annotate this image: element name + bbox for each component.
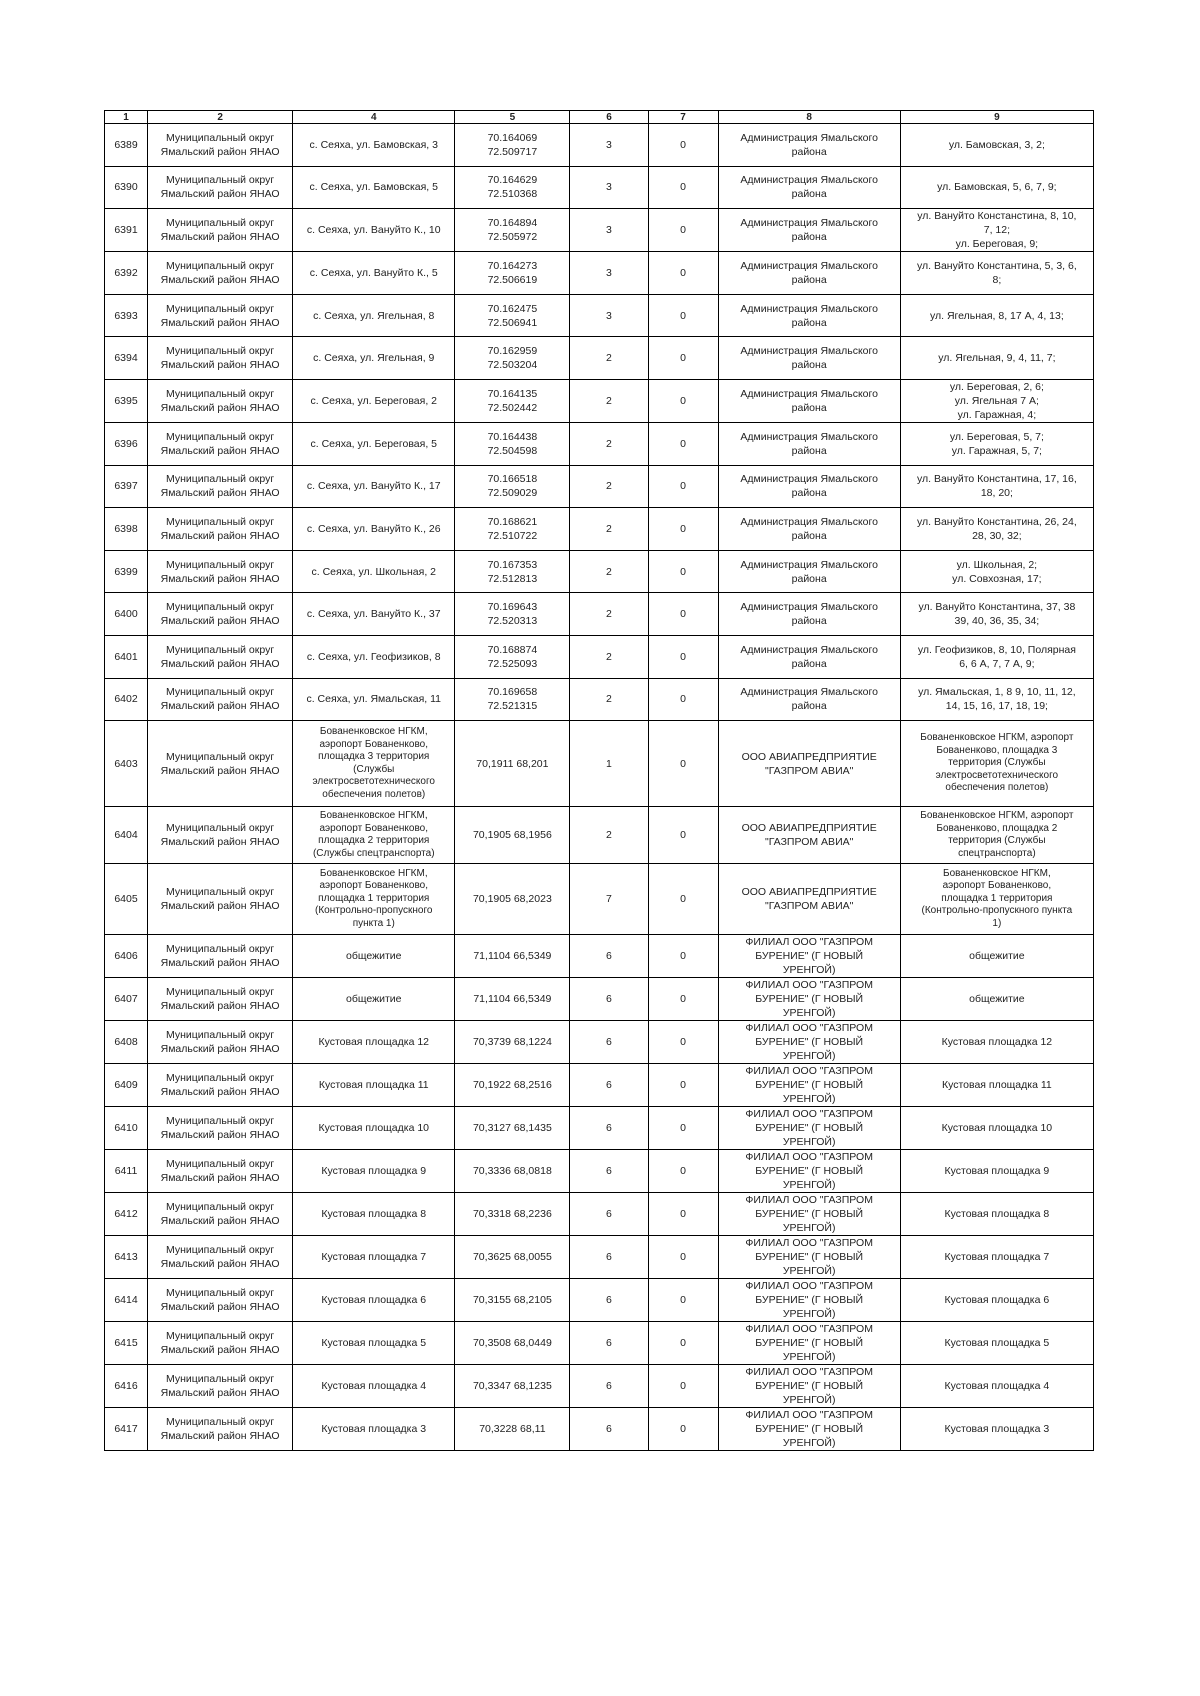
count-cell: 2: [570, 337, 648, 380]
served-objects-cell: Кустовая площадка 5: [900, 1322, 1093, 1365]
count-cell: 6: [570, 978, 648, 1021]
table-row: [105, 635, 1094, 678]
table-row: [105, 935, 1094, 978]
coordinates-cell: 70.168621 72.510722: [455, 508, 570, 551]
coordinates-cell: 70.164894 72.505972: [455, 209, 570, 252]
address-cell: с. Сеяха, ул. Бамовская, 5: [293, 166, 455, 209]
column-header: 5: [455, 111, 570, 124]
district-cell: Муниципальный округ Ямальский район ЯНАО: [148, 465, 293, 508]
count-cell: 2: [570, 422, 648, 465]
value-cell: 0: [648, 124, 718, 167]
column-header: 6: [570, 111, 648, 124]
table-body: [105, 124, 1094, 1451]
column-header: 4: [293, 111, 455, 124]
table-row: [105, 1408, 1094, 1451]
value-cell: 0: [648, 1365, 718, 1408]
coordinates-cell: 70.164629 72.510368: [455, 166, 570, 209]
count-cell: 2: [570, 508, 648, 551]
coordinates-cell: 70.162475 72.506941: [455, 294, 570, 337]
owner-cell: Администрация Ямальского района: [718, 635, 900, 678]
table-row: [105, 593, 1094, 636]
row-number-cell: 6394: [105, 337, 148, 380]
district-cell: Муниципальный округ Ямальский район ЯНАО: [148, 1236, 293, 1279]
owner-cell: Администрация Ямальского района: [718, 422, 900, 465]
column-header: 2: [148, 111, 293, 124]
served-objects-cell: Кустовая площадка 10: [900, 1107, 1093, 1150]
served-objects-cell: ул. Геофизиков, 8, 10, Полярная 6, 6 А, 7, 7 А, 9;: [900, 635, 1093, 678]
value-cell: 0: [648, 593, 718, 636]
served-objects-cell: Кустовая площадка 12: [900, 1021, 1093, 1064]
count-cell: 7: [570, 864, 648, 935]
value-cell: 0: [648, 1150, 718, 1193]
owner-cell: Администрация Ямальского района: [718, 337, 900, 380]
district-cell: Муниципальный округ Ямальский район ЯНАО: [148, 1021, 293, 1064]
coordinates-cell: 70.168874 72.525093: [455, 635, 570, 678]
owner-cell: Администрация Ямальского района: [718, 465, 900, 508]
owner-cell: ФИЛИАЛ ООО "ГАЗПРОМ БУРЕНИЕ" (Г НОВЫЙ УРЕНГОЙ): [718, 935, 900, 978]
served-objects-cell: ул. Вануйто Константина, 37, 38 39, 40, 36, 35, 34;: [900, 593, 1093, 636]
district-cell: Муниципальный округ Ямальский район ЯНАО: [148, 294, 293, 337]
owner-cell: ФИЛИАЛ ООО "ГАЗПРОМ БУРЕНИЕ" (Г НОВЫЙ УРЕНГОЙ): [718, 1107, 900, 1150]
coordinates-cell: 70,1922 68,2516: [455, 1064, 570, 1107]
address-cell: с. Сеяха, ул. Береговая, 5: [293, 422, 455, 465]
coordinates-cell: 70,3347 68,1235: [455, 1365, 570, 1408]
row-number-cell: 6410: [105, 1107, 148, 1150]
district-cell: Муниципальный округ Ямальский район ЯНАО: [148, 1150, 293, 1193]
count-cell: 2: [570, 678, 648, 721]
value-cell: 0: [648, 807, 718, 864]
count-cell: 2: [570, 593, 648, 636]
served-objects-cell: Кустовая площадка 3: [900, 1408, 1093, 1451]
count-cell: 6: [570, 1279, 648, 1322]
table-row: [105, 294, 1094, 337]
coordinates-cell: 70.167353 72.512813: [455, 550, 570, 593]
served-objects-cell: Кустовая площадка 7: [900, 1236, 1093, 1279]
table-row: [105, 252, 1094, 295]
district-cell: Муниципальный округ Ямальский район ЯНАО: [148, 550, 293, 593]
owner-cell: ООО АВИАПРЕДПРИЯТИЕ "ГАЗПРОМ АВИА": [718, 864, 900, 935]
address-cell: с. Сеяха, ул. Вануйто К., 26: [293, 508, 455, 551]
coordinates-cell: 70.164135 72.502442: [455, 379, 570, 422]
row-number-cell: 6397: [105, 465, 148, 508]
served-objects-cell: ул. Ямальская, 1, 8 9, 10, 11, 12, 14, 15, 16, 17, 18, 19;: [900, 678, 1093, 721]
address-cell: с. Сеяха, ул. Геофизиков, 8: [293, 635, 455, 678]
value-cell: 0: [648, 294, 718, 337]
row-number-cell: 6390: [105, 166, 148, 209]
owner-cell: ФИЛИАЛ ООО "ГАЗПРОМ БУРЕНИЕ" (Г НОВЫЙ УРЕНГОЙ): [718, 1064, 900, 1107]
row-number-cell: 6395: [105, 379, 148, 422]
table-row: [105, 422, 1094, 465]
owner-cell: ФИЛИАЛ ООО "ГАЗПРОМ БУРЕНИЕ" (Г НОВЫЙ УРЕНГОЙ): [718, 1236, 900, 1279]
table-row: [105, 1365, 1094, 1408]
district-cell: Муниципальный округ Ямальский район ЯНАО: [148, 1322, 293, 1365]
coordinates-cell: 70.164438 72.504598: [455, 422, 570, 465]
table-row: [105, 465, 1094, 508]
row-number-cell: 6391: [105, 209, 148, 252]
count-cell: 6: [570, 1150, 648, 1193]
served-objects-cell: ул. Береговая, 5, 7; ул. Гаражная, 5, 7;: [900, 422, 1093, 465]
table-row: [105, 209, 1094, 252]
coordinates-cell: 70,3228 68,11: [455, 1408, 570, 1451]
count-cell: 6: [570, 1107, 648, 1150]
table-row: [105, 1107, 1094, 1150]
address-cell: Кустовая площадка 11: [293, 1064, 455, 1107]
district-cell: Муниципальный округ Ямальский район ЯНАО: [148, 422, 293, 465]
owner-cell: ФИЛИАЛ ООО "ГАЗПРОМ БУРЕНИЕ" (Г НОВЫЙ УРЕНГОЙ): [718, 1279, 900, 1322]
table-row: [105, 508, 1094, 551]
district-cell: Муниципальный округ Ямальский район ЯНАО: [148, 508, 293, 551]
row-number-cell: 6415: [105, 1322, 148, 1365]
district-cell: Муниципальный округ Ямальский район ЯНАО: [148, 1107, 293, 1150]
row-number-cell: 6416: [105, 1365, 148, 1408]
owner-cell: ФИЛИАЛ ООО "ГАЗПРОМ БУРЕНИЕ" (Г НОВЫЙ УРЕНГОЙ): [718, 1193, 900, 1236]
row-number-cell: 6414: [105, 1279, 148, 1322]
coordinates-cell: 71,1104 66,5349: [455, 935, 570, 978]
address-cell: Бованенковское НГКМ, аэропорт Бованенково, площадка 3 территория (Службы электросветотехнического обеспечения полетов): [293, 721, 455, 807]
count-cell: 6: [570, 1322, 648, 1365]
count-cell: 6: [570, 935, 648, 978]
row-number-cell: 6393: [105, 294, 148, 337]
coordinates-cell: 70,1905 68,2023: [455, 864, 570, 935]
address-cell: с. Сеяха, ул. Вануйто К., 10: [293, 209, 455, 252]
value-cell: 0: [648, 935, 718, 978]
coordinates-cell: 70.164069 72.509717: [455, 124, 570, 167]
count-cell: 3: [570, 209, 648, 252]
value-cell: 0: [648, 166, 718, 209]
served-objects-cell: общежитие: [900, 935, 1093, 978]
value-cell: 0: [648, 1236, 718, 1279]
address-cell: с. Сеяха, ул. Ягельная, 8: [293, 294, 455, 337]
table-row: [105, 1150, 1094, 1193]
value-cell: 0: [648, 422, 718, 465]
address-cell: с. Сеяха, ул. Вануйто К., 17: [293, 465, 455, 508]
address-cell: Бованенковское НГКМ, аэропорт Бованенково, площадка 2 территория (Службы спецтранспорта): [293, 807, 455, 864]
count-cell: 2: [570, 550, 648, 593]
row-number-cell: 6411: [105, 1150, 148, 1193]
served-objects-cell: ул. Вануйто Константина, 17, 16, 18, 20;: [900, 465, 1093, 508]
district-cell: Муниципальный округ Ямальский район ЯНАО: [148, 807, 293, 864]
owner-cell: ООО АВИАПРЕДПРИЯТИЕ "ГАЗПРОМ АВИА": [718, 721, 900, 807]
served-objects-cell: ул. Вануйто Константина, 5, 3, 6, 8;: [900, 252, 1093, 295]
address-cell: с. Сеяха, ул. Бамовская, 3: [293, 124, 455, 167]
value-cell: 0: [648, 1064, 718, 1107]
coordinates-cell: 70,1905 68,1956: [455, 807, 570, 864]
count-cell: 3: [570, 252, 648, 295]
address-cell: Кустовая площадка 3: [293, 1408, 455, 1451]
address-cell: общежитие: [293, 935, 455, 978]
row-number-cell: 6406: [105, 935, 148, 978]
count-cell: 1: [570, 721, 648, 807]
coordinates-cell: 70,1911 68,201: [455, 721, 570, 807]
row-number-cell: 6409: [105, 1064, 148, 1107]
count-cell: 2: [570, 807, 648, 864]
table-row: [105, 807, 1094, 864]
value-cell: 0: [648, 1279, 718, 1322]
table-row: [105, 1064, 1094, 1107]
coordinates-cell: 70.166518 72.509029: [455, 465, 570, 508]
address-cell: Кустовая площадка 5: [293, 1322, 455, 1365]
address-cell: Кустовая площадка 4: [293, 1365, 455, 1408]
district-cell: Муниципальный округ Ямальский район ЯНАО: [148, 209, 293, 252]
district-cell: Муниципальный округ Ямальский район ЯНАО: [148, 593, 293, 636]
row-number-cell: 6408: [105, 1021, 148, 1064]
owner-cell: Администрация Ямальского района: [718, 550, 900, 593]
address-cell: Кустовая площадка 6: [293, 1279, 455, 1322]
table-row: [105, 978, 1094, 1021]
column-header: 1: [105, 111, 148, 124]
row-number-cell: 6417: [105, 1408, 148, 1451]
value-cell: 0: [648, 635, 718, 678]
owner-cell: ФИЛИАЛ ООО "ГАЗПРОМ БУРЕНИЕ" (Г НОВЫЙ УРЕНГОЙ): [718, 1322, 900, 1365]
row-number-cell: 6389: [105, 124, 148, 167]
value-cell: 0: [648, 1193, 718, 1236]
served-objects-cell: Бованенковское НГКМ, аэропорт Бованенково, площадка 3 территория (Службы электросветотехнического обеспечения полетов): [900, 721, 1093, 807]
value-cell: 0: [648, 379, 718, 422]
coordinates-cell: 70,3739 68,1224: [455, 1021, 570, 1064]
table-row: [105, 1279, 1094, 1322]
table-row: [105, 1322, 1094, 1365]
address-cell: Кустовая площадка 9: [293, 1150, 455, 1193]
value-cell: 0: [648, 864, 718, 935]
address-cell: Кустовая площадка 12: [293, 1021, 455, 1064]
served-objects-cell: ул. Ягельная, 8, 17 А, 4, 13;: [900, 294, 1093, 337]
coordinates-cell: 70,3508 68,0449: [455, 1322, 570, 1365]
coordinates-cell: 70,3155 68,2105: [455, 1279, 570, 1322]
district-cell: Муниципальный округ Ямальский район ЯНАО: [148, 935, 293, 978]
address-cell: с. Сеяха, ул. Ягельная, 9: [293, 337, 455, 380]
coordinates-cell: 70.164273 72.506619: [455, 252, 570, 295]
row-number-cell: 6392: [105, 252, 148, 295]
served-objects-cell: ул. Бамовская, 5, 6, 7, 9;: [900, 166, 1093, 209]
owner-cell: Администрация Ямальского района: [718, 678, 900, 721]
district-cell: Муниципальный округ Ямальский район ЯНАО: [148, 337, 293, 380]
district-cell: Муниципальный округ Ямальский район ЯНАО: [148, 1408, 293, 1451]
column-header: 9: [900, 111, 1093, 124]
served-objects-cell: ул. Вануйто Константина, 26, 24, 28, 30, 32;: [900, 508, 1093, 551]
district-cell: Муниципальный округ Ямальский район ЯНАО: [148, 1365, 293, 1408]
address-cell: Кустовая площадка 8: [293, 1193, 455, 1236]
owner-cell: ФИЛИАЛ ООО "ГАЗПРОМ БУРЕНИЕ" (Г НОВЫЙ УРЕНГОЙ): [718, 1150, 900, 1193]
district-cell: Муниципальный округ Ямальский район ЯНАО: [148, 1279, 293, 1322]
value-cell: 0: [648, 1408, 718, 1451]
owner-cell: Администрация Ямальского района: [718, 294, 900, 337]
count-cell: 6: [570, 1193, 648, 1236]
served-objects-cell: ул. Бамовская, 3, 2;: [900, 124, 1093, 167]
value-cell: 0: [648, 978, 718, 1021]
value-cell: 0: [648, 1107, 718, 1150]
served-objects-cell: Кустовая площадка 8: [900, 1193, 1093, 1236]
coordinates-cell: 70,3625 68,0055: [455, 1236, 570, 1279]
coordinates-cell: 70,3336 68,0818: [455, 1150, 570, 1193]
owner-cell: Администрация Ямальского района: [718, 593, 900, 636]
count-cell: 2: [570, 379, 648, 422]
owner-cell: ФИЛИАЛ ООО "ГАЗПРОМ БУРЕНИЕ" (Г НОВЫЙ УРЕНГОЙ): [718, 1365, 900, 1408]
address-cell: с. Сеяха, ул. Вануйто К., 37: [293, 593, 455, 636]
row-number-cell: 6402: [105, 678, 148, 721]
value-cell: 0: [648, 465, 718, 508]
district-cell: Муниципальный округ Ямальский район ЯНАО: [148, 678, 293, 721]
row-number-cell: 6412: [105, 1193, 148, 1236]
row-number-cell: 6403: [105, 721, 148, 807]
owner-cell: Администрация Ямальского района: [718, 209, 900, 252]
value-cell: 0: [648, 678, 718, 721]
district-cell: Муниципальный округ Ямальский район ЯНАО: [148, 1193, 293, 1236]
count-cell: 6: [570, 1408, 648, 1451]
owner-cell: Администрация Ямальского района: [718, 508, 900, 551]
owner-cell: Администрация Ямальского района: [718, 252, 900, 295]
count-cell: 2: [570, 635, 648, 678]
count-cell: 6: [570, 1236, 648, 1279]
row-number-cell: 6398: [105, 508, 148, 551]
coordinates-cell: 70,3127 68,1435: [455, 1107, 570, 1150]
row-number-cell: 6401: [105, 635, 148, 678]
table-row: [105, 678, 1094, 721]
value-cell: 0: [648, 252, 718, 295]
district-cell: Муниципальный округ Ямальский район ЯНАО: [148, 864, 293, 935]
table-row: [105, 337, 1094, 380]
served-objects-cell: ул. Береговая, 2, 6; ул. Ягельная 7 А; ул. Гаражная, 4;: [900, 379, 1093, 422]
row-number-cell: 6396: [105, 422, 148, 465]
table-row: [105, 864, 1094, 935]
row-number-cell: 6405: [105, 864, 148, 935]
owner-cell: Администрация Ямальского района: [718, 379, 900, 422]
value-cell: 0: [648, 721, 718, 807]
served-objects-cell: Бованенковское НГКМ, аэропорт Бованенково, площадка 2 территория (Службы спецтранспорта): [900, 807, 1093, 864]
served-objects-cell: ул. Школьная, 2; ул. Совхозная, 17;: [900, 550, 1093, 593]
address-cell: Кустовая площадка 7: [293, 1236, 455, 1279]
district-cell: Муниципальный округ Ямальский район ЯНАО: [148, 978, 293, 1021]
registry-table: [104, 110, 1094, 1451]
address-cell: с. Сеяха, ул. Ямальская, 11: [293, 678, 455, 721]
coordinates-cell: 70.169643 72.520313: [455, 593, 570, 636]
value-cell: 0: [648, 508, 718, 551]
row-number-cell: 6400: [105, 593, 148, 636]
coordinates-cell: 71,1104 66,5349: [455, 978, 570, 1021]
address-cell: Кустовая площадка 10: [293, 1107, 455, 1150]
row-number-cell: 6407: [105, 978, 148, 1021]
table-row: [105, 721, 1094, 807]
district-cell: Муниципальный округ Ямальский район ЯНАО: [148, 635, 293, 678]
district-cell: Муниципальный округ Ямальский район ЯНАО: [148, 166, 293, 209]
table-row: [105, 379, 1094, 422]
address-cell: с. Сеяха, ул. Школьная, 2: [293, 550, 455, 593]
count-cell: 3: [570, 294, 648, 337]
served-objects-cell: Кустовая площадка 4: [900, 1365, 1093, 1408]
coordinates-cell: 70.162959 72.503204: [455, 337, 570, 380]
table-row: [105, 1193, 1094, 1236]
table-row: [105, 124, 1094, 167]
address-cell: с. Сеяха, ул. Береговая, 2: [293, 379, 455, 422]
table-row: [105, 1236, 1094, 1279]
table-header-row: [105, 111, 1094, 124]
served-objects-cell: ул. Вануйто Констанстина, 8, 10, 7, 12; ул. Береговая, 9;: [900, 209, 1093, 252]
count-cell: 6: [570, 1365, 648, 1408]
address-cell: общежитие: [293, 978, 455, 1021]
value-cell: 0: [648, 1322, 718, 1365]
served-objects-cell: общежитие: [900, 978, 1093, 1021]
served-objects-cell: Кустовая площадка 9: [900, 1150, 1093, 1193]
table-row: [105, 550, 1094, 593]
district-cell: Муниципальный округ Ямальский район ЯНАО: [148, 124, 293, 167]
address-cell: Бованенковское НГКМ, аэропорт Бованенково, площадка 1 территория (Контрольно-пропускного пункта 1): [293, 864, 455, 935]
value-cell: 0: [648, 550, 718, 593]
row-number-cell: 6404: [105, 807, 148, 864]
district-cell: Муниципальный округ Ямальский район ЯНАО: [148, 379, 293, 422]
owner-cell: ФИЛИАЛ ООО "ГАЗПРОМ БУРЕНИЕ" (Г НОВЫЙ УРЕНГОЙ): [718, 1408, 900, 1451]
row-number-cell: 6413: [105, 1236, 148, 1279]
served-objects-cell: ул. Ягельная, 9, 4, 11, 7;: [900, 337, 1093, 380]
value-cell: 0: [648, 337, 718, 380]
count-cell: 6: [570, 1021, 648, 1064]
address-cell: с. Сеяха, ул. Вануйто К., 5: [293, 252, 455, 295]
table-row: [105, 166, 1094, 209]
served-objects-cell: Кустовая площадка 11: [900, 1064, 1093, 1107]
owner-cell: Администрация Ямальского района: [718, 166, 900, 209]
column-header: 8: [718, 111, 900, 124]
count-cell: 6: [570, 1064, 648, 1107]
district-cell: Муниципальный округ Ямальский район ЯНАО: [148, 721, 293, 807]
count-cell: 3: [570, 166, 648, 209]
column-header: 7: [648, 111, 718, 124]
value-cell: 0: [648, 209, 718, 252]
served-objects-cell: Бованенковское НГКМ, аэропорт Бованенково, площадка 1 территория (Контрольно-пропускного пункта 1): [900, 864, 1093, 935]
district-cell: Муниципальный округ Ямальский район ЯНАО: [148, 252, 293, 295]
value-cell: 0: [648, 1021, 718, 1064]
owner-cell: ООО АВИАПРЕДПРИЯТИЕ "ГАЗПРОМ АВИА": [718, 807, 900, 864]
served-objects-cell: Кустовая площадка 6: [900, 1279, 1093, 1322]
row-number-cell: 6399: [105, 550, 148, 593]
count-cell: 2: [570, 465, 648, 508]
coordinates-cell: 70,3318 68,2236: [455, 1193, 570, 1236]
district-cell: Муниципальный округ Ямальский район ЯНАО: [148, 1064, 293, 1107]
owner-cell: Администрация Ямальского района: [718, 124, 900, 167]
count-cell: 3: [570, 124, 648, 167]
owner-cell: ФИЛИАЛ ООО "ГАЗПРОМ БУРЕНИЕ" (Г НОВЫЙ УРЕНГОЙ): [718, 978, 900, 1021]
owner-cell: ФИЛИАЛ ООО "ГАЗПРОМ БУРЕНИЕ" (Г НОВЫЙ УРЕНГОЙ): [718, 1021, 900, 1064]
coordinates-cell: 70.169658 72.521315: [455, 678, 570, 721]
table-row: [105, 1021, 1094, 1064]
